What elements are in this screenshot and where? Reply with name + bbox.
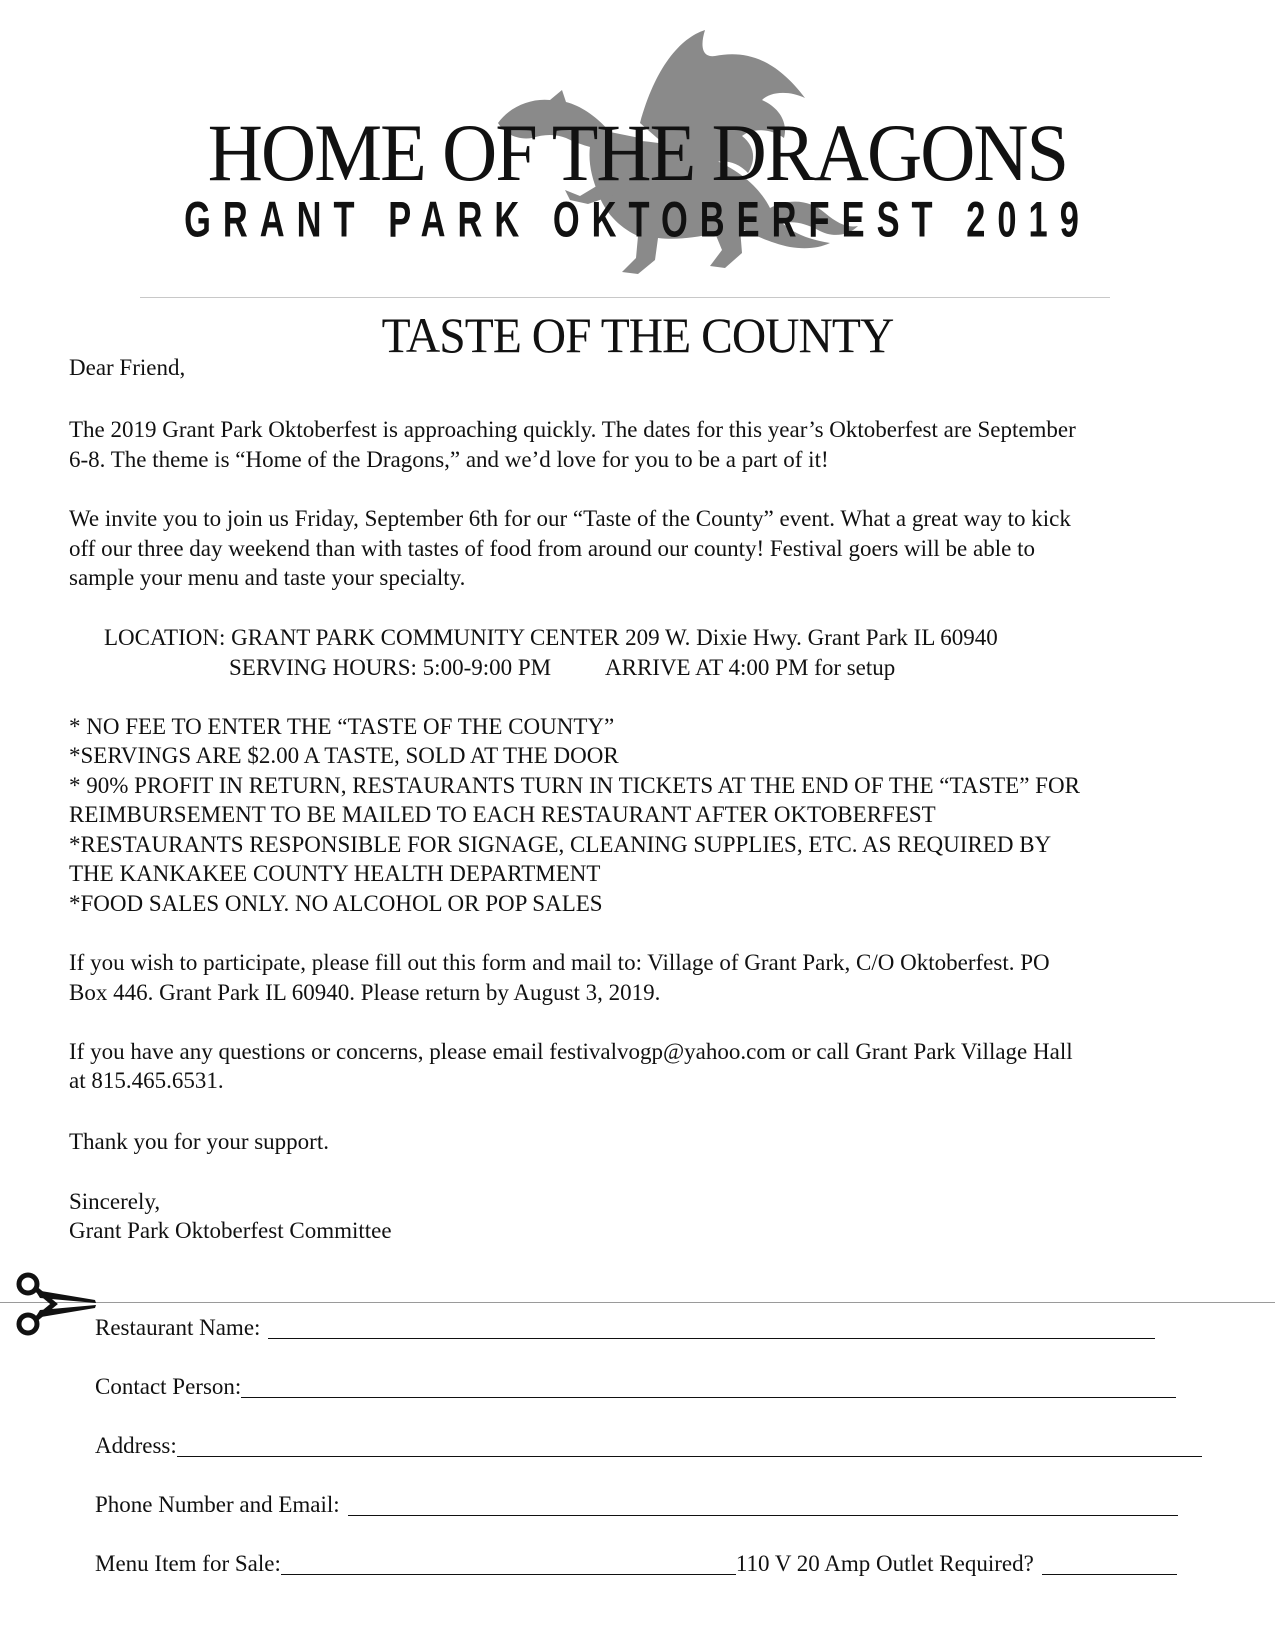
paragraph-3-line-1: If you wish to participate, please fill out this form and mail to: Village of Grant Park, C/O Oktoberfest. PO — [69, 950, 1050, 975]
menu-item-row — [95, 1549, 1177, 1579]
paragraph-4-line-2: at 815.465.6531. — [69, 1068, 224, 1093]
signature: Grant Park Oktoberfest Committee — [69, 1218, 392, 1243]
contact-person-field[interactable] — [241, 1373, 1176, 1398]
paragraph-2-line-2: off our three day weekend than with tastes of food from around our county! Festival goers will be able to — [69, 536, 1035, 561]
paragraph-4-line-1: If you have any questions or concerns, please email festivalvogp@yahoo.com or call Grant Park Village Hall — [69, 1039, 1073, 1064]
restaurant-name-label: Restaurant Name: — [95, 1315, 261, 1340]
logo-title: HOME OF THE DRAGONS — [207, 107, 1068, 198]
rule-line: THE KANKAKEE COUNTY HEALTH DEPARTMENT — [69, 861, 601, 886]
contact-person-label: Contact Person: — [95, 1374, 242, 1399]
rule-line: * NO FEE TO ENTER THE “TASTE OF THE COUNTY” — [69, 714, 615, 739]
restaurant-name-row — [95, 1313, 1155, 1343]
menu-item-label: Menu Item for Sale: — [95, 1551, 281, 1576]
paragraph-2-line-1: We invite you to join us Friday, September 6th for our “Taste of the County” event. What a great way to kick — [69, 506, 1071, 531]
contact-person-row — [95, 1372, 1176, 1402]
paragraph-1-line-1: The 2019 Grant Park Oktoberfest is approaching quickly. The dates for this year’s Oktoberfest are September — [69, 417, 1076, 442]
rule-line: * 90% PROFIT IN RETURN, RESTAURANTS TURN IN TICKETS AT THE END OF THE “TASTE” FOR — [69, 773, 1080, 798]
closing: Sincerely, — [69, 1189, 161, 1214]
thanks-line: Thank you for your support. — [69, 1129, 329, 1154]
arrive-time: ARRIVE AT 4:00 PM for setup — [605, 655, 896, 680]
menu-item-field[interactable] — [281, 1550, 736, 1575]
rule-line: *RESTAURANTS RESPONSIBLE FOR SIGNAGE, CLEANING SUPPLIES, ETC. AS REQUIRED BY — [69, 832, 1052, 857]
logo-subtitle: GRANT PARK OKTOBERFEST 2019 — [184, 192, 1091, 248]
header-divider — [140, 297, 1110, 298]
scissors-icon — [10, 1270, 100, 1340]
restaurant-name-field[interactable] — [268, 1314, 1155, 1339]
event-title: TASTE OF THE COUNTY — [381, 307, 894, 363]
address-label: Address: — [95, 1433, 177, 1458]
outlet-field[interactable] — [1042, 1550, 1177, 1575]
phone-email-row — [95, 1490, 1178, 1520]
rule-line: *SERVINGS ARE $2.00 A TASTE, SOLD AT THE DOOR — [69, 743, 619, 768]
serving-hours: SERVING HOURS: 5:00-9:00 PM — [229, 655, 552, 680]
address-field[interactable] — [177, 1432, 1202, 1457]
location-line: LOCATION: GRANT PARK COMMUNITY CENTER 209 W. Dixie Hwy. Grant Park IL 60940 — [104, 625, 998, 650]
address-row — [95, 1431, 1202, 1461]
paragraph-1-line-2: 6-8. The theme is “Home of the Dragons,” and we’d love for you to be a part of it! — [69, 447, 829, 472]
greeting: Dear Friend, — [69, 355, 186, 380]
outlet-label: 110 V 20 Amp Outlet Required? — [735, 1551, 1034, 1576]
phone-email-field[interactable] — [348, 1491, 1178, 1516]
paragraph-3-line-2: Box 446. Grant Park IL 60940. Please return by August 3, 2019. — [69, 980, 661, 1005]
phone-email-label: Phone Number and Email: — [95, 1492, 340, 1517]
paragraph-2-line-3: sample your menu and taste your specialty. — [69, 565, 466, 590]
rule-line: *FOOD SALES ONLY. NO ALCOHOL OR POP SALES — [69, 891, 603, 916]
rule-line: REIMBURSEMENT TO BE MAILED TO EACH RESTAURANT AFTER OKTOBERFEST — [69, 802, 936, 827]
cut-line — [0, 1302, 1275, 1303]
